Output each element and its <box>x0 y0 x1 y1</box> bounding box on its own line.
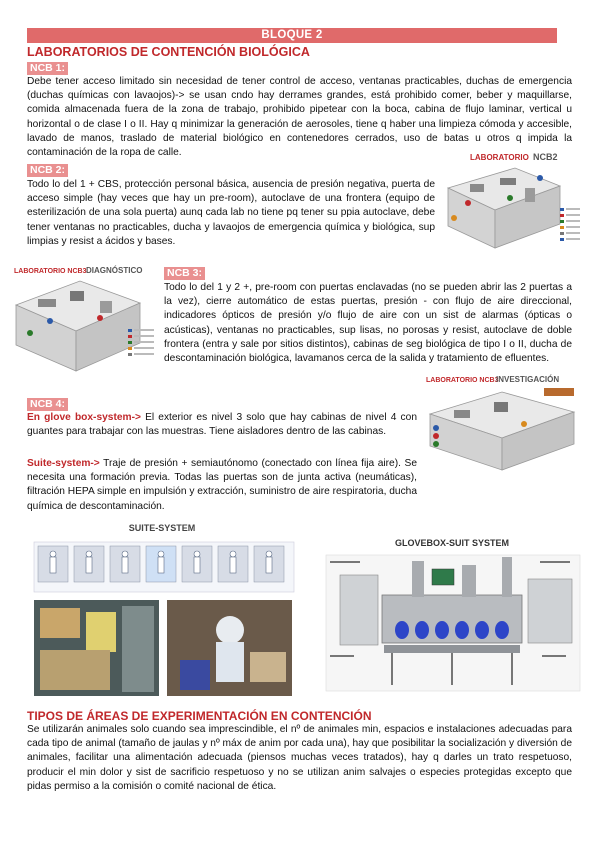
ncb3-diagnostic-figure <box>10 263 160 381</box>
ncb2-lab-figure <box>440 148 582 258</box>
animals-section-title: TIPOS DE ÁREAS DE EXPERIMENTACIÓN EN CONTENCIÓN <box>27 709 372 723</box>
block-header-band: BLOQUE 2 <box>27 28 557 43</box>
glovebox-system-figure <box>322 535 584 693</box>
ncb4-tag: NCB 4: <box>27 398 68 411</box>
ncb2-figure-label-b: NCB2 <box>533 152 558 162</box>
ncb3-inv-label-b: INVESTIGACIÓN <box>496 375 560 384</box>
suite-system-title: SUITE-SYSTEM <box>128 523 196 533</box>
ncb3-diag-label-b: DIAGNÓSTICO <box>86 266 143 275</box>
ncb3-diag-label-a: LABORATORIO NCB3 <box>14 268 87 275</box>
glovebox-system-text: El exterior es nivel 3 solo que hay cabinas de nivel 4 con guantes para trabajar con las muestras. Tiene aisladores dentro de las cabinas. <box>27 412 417 438</box>
ncb3-tag: NCB 3: <box>164 267 205 280</box>
ncb1-tag: NCB 1: <box>27 62 68 75</box>
ncb2-paragraph: Todo lo del 1 + CBS, protección personal básica, ausencia de presión negativa, puerta de acceso simple (hay veces que hay un pre-room), autoclave de una frontera (equipo de esterilización de una sola puerta) aunq cada lab no tiene pq tener su ppia autoclave, debe tener ventanas no practicables, ducha y lavaojos de emergencia química y biológica, sup limpias y resist a ácidos y bases. <box>27 179 435 247</box>
glovebox-system-label: En glove box-system-> <box>27 412 141 423</box>
ncb2-figure-label-a: LABORATORIO <box>470 153 529 162</box>
ncb4-suite-paragraph <box>27 457 417 514</box>
ncb3-inv-label-a: LABORATORIO NCB3 <box>426 377 499 384</box>
section-title: LABORATORIOS DE CONTENCIÓN BIOLÓGICA <box>27 45 310 59</box>
ncb2-tag: NCB 2: <box>27 164 68 177</box>
animals-paragraph: Se utilizarán animales solo cuando sea imprescindible, el nº de animales min, espacios e instalaciones adecuadas para cada tipo de animal (tamaño de jaulas y nº máx de anim por cada una), hay que posibilitar la socialización y diversión de animales, facilitar una alimentación adecuada (piensos muchas veces tratados), hay q darles un trato respetuoso, producir el min dolor y sist de sacrificio respetuoso y no se utilizan anim salvajes o especies protegidas excepto que pidas permiso a la comisión o comité nacional de ética. <box>27 724 572 792</box>
ncb3-paragraph: Todo lo del 1 y 2 +, pre-room con puertas enclavadas (no se pueden abrir las 2 puertas a la vez), cierre automático de estas puertas, presión - con flujo de aire direccional, indicadores ópticos de presión y/o flujo de aire con un sist de alarmas (ópticas o acústicas), ventanas no practicables, sup lisas, no porosas y resist, autoclave de doble frontera (entra y sale por sitios distintos), cabinas de seg biológica de tipo I o II, ducha de descontaminación biológica, lavamanos cerca de la salida y tratamiento de efluentes. <box>164 282 572 365</box>
ncb4-glovebox-paragraph <box>27 411 417 439</box>
glovebox-system-title: GLOVEBOX-SUIT SYSTEM <box>394 538 510 548</box>
ncb1-paragraph: Debe tener acceso limitado sin necesidad de tener control de acceso, ventanas practicables, duchas de emergencia (duchas químicas con lavaojos)-> se usan cndo hay derrames grandes, está prohibido comer, beber y maquillarse, comida almacenada fuera de la zona de trabajo, prohibido pipetear con la boca, cabina de flujo laminar, vertical u horizontal o de clase I o II. Hay q minimizar la generación de aerosoles, tiene q haber una limpieza cómoda y accesible, lavado de manos, traslado de material biológico en contenedores cerrados, uso de batas u otros q impida la contaminación de la ropa de calle. <box>27 76 572 159</box>
ncb3-investigation-figure <box>424 372 582 472</box>
suite-system-text: Traje de presión + semiautónomo (conectado con línea fija aire). Se necesita una formación previa. Todas las puertas son de junta activa (neumáticas), filtración HEPA simple en impulsión y extracción, suministro de aire respiratoria, ducha química de descontaminación. <box>27 458 417 512</box>
suite-system-label: Suite-system-> <box>27 458 100 469</box>
suite-system-figure <box>30 520 295 698</box>
